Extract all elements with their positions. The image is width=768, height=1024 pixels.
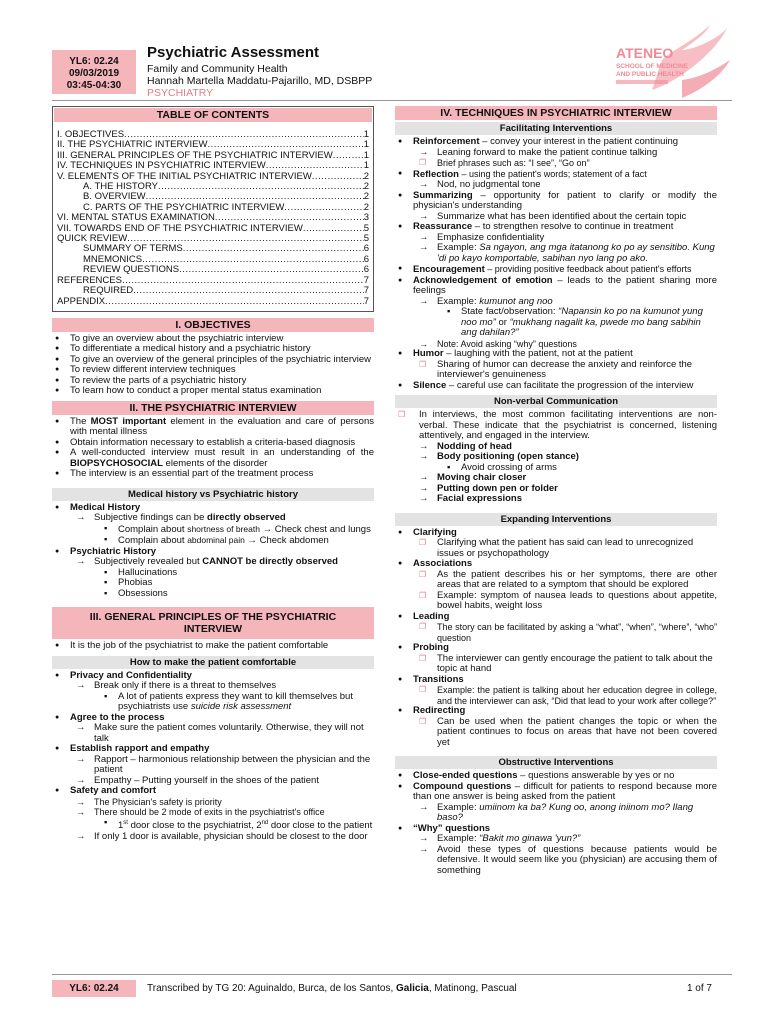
document-footer <box>52 980 732 1000</box>
toc-leader-dots <box>179 265 364 275</box>
course-name: Family and Community Health <box>147 63 288 75</box>
toc-entry[interactable] <box>57 151 369 161</box>
list-item: → Subjectively revealed but CANNOT be directly observed <box>52 557 374 568</box>
toc-entry[interactable] <box>57 297 369 307</box>
toc-entry-page: 1 <box>363 140 369 151</box>
list-item: ● Clarifying <box>395 528 717 539</box>
facilitating-list <box>395 137 717 391</box>
toc-entry-page: 5 <box>363 223 369 234</box>
list-item: ● Humor – laughing with the patient, not at the patient <box>395 349 717 360</box>
list-item: → Example: umiinom ka ba? Kung oo, anong iniinom mo? Ilang baso? <box>395 803 717 824</box>
list-item: → Break only if there is a threat to themselves <box>52 681 374 692</box>
toc-leader-dots <box>215 213 364 223</box>
toc-entry-label: REQUIRED <box>83 286 134 297</box>
list-item: ▪ Obsessions <box>52 589 374 600</box>
toc-entry-page: 1 <box>363 130 369 140</box>
toc-leader-dots <box>122 276 364 286</box>
right-column <box>395 106 717 876</box>
toc-entry-label: MNEMONICS <box>83 254 143 265</box>
list-item: ▪ 1st door close to the psychiatrist, 2nd door close to the patient <box>52 818 374 832</box>
list-item: → Nodding of head <box>395 442 717 453</box>
list-item: ❐ Example: the patient is talking about her education degree in college, and the interviewer can ask, “Did that lead to your work after college?” <box>395 685 717 706</box>
list-item: → Example: kumunot ang noo <box>395 297 717 308</box>
section-principles-header: III. GENERAL PRINCIPLES OF THE PSYCHIATRIC INTERVIEW <box>52 607 374 639</box>
list-item: → Putting down pen or folder <box>395 484 717 495</box>
table-of-contents <box>52 106 374 312</box>
subsection-header: Obstructive Interventions <box>395 756 717 769</box>
logo-line1: SCHOOL OF MEDICINE <box>616 63 689 70</box>
toc-entry[interactable] <box>57 161 369 171</box>
toc-entry[interactable] <box>57 140 369 150</box>
footer-divider <box>52 974 732 975</box>
list-item: ❐ The interviewer can gently encourage the patient to talk about the topic at hand <box>395 654 717 675</box>
toc-entry[interactable] <box>57 286 369 296</box>
list-item: ● Obtain information necessary to establish a criteria-based diagnosis <box>52 438 374 449</box>
list-item: ▪ State fact/observation: “Napansin ko po na kumunot yung noo mo” or “mukhang nagalit ka, pwede mo bang sabihin ang dahilan?” <box>395 307 717 339</box>
document-header <box>52 40 732 102</box>
list-item: → Summarize what has been identified about the certain topic <box>395 212 717 223</box>
list-item: ● Associations <box>395 559 717 570</box>
list-item: ● Reinforcement – convey your interest in the patient continuing <box>395 137 717 148</box>
list-item: ● A well-conducted interview must result in an understanding of the BIOPSYCHOSOCIAL elements of the disorder <box>52 448 374 469</box>
list-item: ▪ Complain about abdominal pain → Check abdomen <box>52 535 374 547</box>
list-item: → Emphasize confidentiality <box>395 233 717 244</box>
toc-entry-label: B. OVERVIEW <box>83 192 146 203</box>
list-item: ● The interview is an essential part of the treatment process <box>52 469 374 480</box>
yl-code: YL6: 02.24 <box>69 56 119 67</box>
subsection-header: Facilitating Interventions <box>395 122 717 135</box>
toc-entry-label: C. PARTS OF THE PSYCHIATRIC INTERVIEW <box>83 202 285 213</box>
list-item: ● Safety and comfort <box>52 786 374 797</box>
toc-entry-page: 7 <box>363 275 369 286</box>
toc-leader-dots <box>207 140 363 150</box>
toc-entry-page: 1 <box>363 150 369 161</box>
subsection-header: How to make the patient comfortable <box>52 656 374 669</box>
objective-item: ● To give an overview of the general principles of the psychiatric interview <box>52 355 374 366</box>
header-divider <box>52 100 732 101</box>
toc-entry-page: 7 <box>363 286 369 297</box>
list-item: ● The MOST important element in the evaluation and care of persons with mental illness <box>52 417 374 438</box>
toc-entry-label: V. ELEMENTS OF THE INITIAL PSYCHIATRIC INTERVIEW <box>57 171 312 182</box>
list-item: ❐ Can be used when the patient changes the topic or when the patient continues to focus on areas that have not been covered yet <box>395 717 717 749</box>
list-item: ● Summarizing – opportunity for patient to clarify or modify the physician's understanding <box>395 191 717 212</box>
subsection-header: Medical history vs Psychiatric history <box>52 488 374 501</box>
toc-entry[interactable] <box>57 265 369 275</box>
page-number: 1 of 7 <box>686 983 712 994</box>
toc-entry-label: IV. TECHNIQUES IN PSYCHIATRIC INTERVIEW <box>57 161 266 172</box>
toc-leader-dots <box>105 297 364 307</box>
toc-entry-page: 2 <box>363 192 369 203</box>
toc-leader-dots <box>266 161 364 171</box>
list-item: ● “Why” questions <box>395 824 717 835</box>
expanding-list <box>395 528 717 749</box>
toc-entry[interactable] <box>57 244 369 254</box>
list-item: → Example: Sa ngayon, ang mga itatanong ko po ay sensitibo. Kung 'di po kayo komportable, sabihan nyo lang po ako. <box>395 243 717 264</box>
toc-entry-label: APPENDIX <box>57 296 106 307</box>
list-item: → Avoid these types of questions because patients would be defensive. It would seem like you (physician) are accusing them of something <box>395 845 717 877</box>
toc-title: TABLE OF CONTENTS <box>54 108 372 122</box>
list-item: → The Physician's safety is priority <box>52 797 374 808</box>
lecture-time: 03:45-04:30 <box>66 80 122 91</box>
logo-name: ATENEO <box>616 45 674 61</box>
toc-leader-dots <box>158 182 364 192</box>
list-item: → Moving chair closer <box>395 473 717 484</box>
list-item: ● Compound questions – difficult for patients to respond because more than one answer is being asked from the patient <box>395 782 717 803</box>
toc-entry[interactable] <box>57 203 369 213</box>
toc-entry-label: III. GENERAL PRINCIPLES OF THE PSYCHIATRIC INTERVIEW <box>57 150 333 161</box>
toc-entry-page: 2 <box>363 202 369 213</box>
list-item: ● Medical History <box>52 503 374 514</box>
ateneo-logo <box>532 20 732 102</box>
list-item: ● Transitions <box>395 675 717 686</box>
objective-item: ● To review the parts of a psychiatric history <box>52 376 374 387</box>
section-objectives-header: I. OBJECTIVES <box>52 318 374 332</box>
toc-entry[interactable] <box>57 172 369 182</box>
toc-entry[interactable] <box>57 276 369 286</box>
list-item: ❐ Example: symptom of nausea leads to questions about appetite, bowel habits, weight loss <box>395 591 717 612</box>
toc-leader-dots <box>142 255 364 265</box>
list-item: ▪ Hallucinations <box>52 568 374 579</box>
toc-entry-page: 2 <box>363 171 369 182</box>
toc-leader-dots <box>127 234 364 244</box>
list-item: ● Agree to the process <box>52 713 374 724</box>
toc-entry-page: 1 <box>363 161 369 172</box>
toc-leader-dots <box>124 130 364 140</box>
toc-entry-label: VI. MENTAL STATUS EXAMINATION <box>57 213 215 224</box>
list-item: → There should be 2 mode of exits in the psychiatrist's office <box>52 807 374 818</box>
toc-entry[interactable] <box>57 255 369 265</box>
interview-list <box>52 417 374 480</box>
toc-leader-dots <box>333 151 364 161</box>
list-item: → Facial expressions <box>395 494 717 505</box>
toc-entry-page: 6 <box>363 244 369 255</box>
toc-entry-label: REVIEW QUESTIONS <box>83 265 180 276</box>
toc-list <box>57 130 369 307</box>
toc-entry-label: QUICK REVIEW <box>57 234 128 245</box>
toc-entry-page: 3 <box>363 213 369 224</box>
document-title: Psychiatric Assessment <box>147 44 320 61</box>
principles-list <box>52 641 374 652</box>
list-item: ❐ In interviews, the most common facilitating interventions are non-verbal. These indicate that the psychiatrist is concerned, listening attentively, and engaged in the interview. <box>395 410 717 442</box>
list-item: → Note: Avoid asking “why” questions <box>395 339 717 350</box>
toc-entry-page: 7 <box>363 296 369 307</box>
toc-leader-dots <box>133 286 364 296</box>
objectives-list <box>52 334 374 397</box>
list-item: ● Silence – careful use can facilitate the progression of the interview <box>395 381 717 392</box>
toc-entry-label: A. THE HISTORY <box>83 182 158 193</box>
toc-leader-dots <box>312 172 364 182</box>
list-item: ● It is the job of the psychiatrist to make the patient comfortable <box>52 641 374 652</box>
subject-name: PSYCHIATRY <box>147 87 214 99</box>
list-item: ❐ Sharing of humor can decrease the anxiety and reinforce the interviewer's genuineness <box>395 360 717 381</box>
list-item: ▪ Complain about shortness of breath → Check chest and lungs <box>52 524 374 536</box>
lecture-date: 09/03/2019 <box>68 68 120 79</box>
transcript-info-box <box>52 50 136 94</box>
toc-entry[interactable] <box>57 213 369 223</box>
toc-entry-page: 6 <box>363 265 369 276</box>
list-item: → Subjective findings can be directly observed <box>52 513 374 524</box>
toc-leader-dots <box>146 192 364 202</box>
list-item: ❐ Clarifying what the patient has said can lead to unrecognized issues or psychopathology <box>395 538 717 559</box>
list-item: ● Redirecting <box>395 706 717 717</box>
lecturer-name: Hannah Martella Maddatu-Pajarillo, MD, DSBPP <box>147 75 373 87</box>
list-item: ● Encouragement – providing positive feedback about patient's efforts <box>395 264 717 276</box>
objective-item: ● To learn how to conduct a proper mental status examination <box>52 386 374 397</box>
history-list <box>52 503 374 600</box>
objective-item: ● To differentiate a medical history and a psychiatric history <box>52 344 374 355</box>
list-item: → Rapport – harmonious relationship between the physician and the patient <box>52 755 374 776</box>
toc-entry-label: II. THE PSYCHIATRIC INTERVIEW <box>57 140 208 151</box>
list-item: → Body positioning (open stance) <box>395 452 717 463</box>
list-item: ❐ As the patient describes his or her symptoms, there are other areas that are related to a symptom that should be explored <box>395 570 717 591</box>
toc-entry[interactable] <box>57 192 369 202</box>
list-item: ● Probing <box>395 643 717 654</box>
subsection-header: Expanding Interventions <box>395 513 717 526</box>
list-item: ● Privacy and Confidentiality <box>52 671 374 682</box>
list-item: ● Establish rapport and empathy <box>52 744 374 755</box>
section-techniques-header: IV. TECHNIQUES IN PSYCHIATRIC INTERVIEW <box>395 106 717 120</box>
list-item: ● Reassurance – to strengthen resolve to continue in treatment <box>395 222 717 233</box>
section-interview-header: II. THE PSYCHIATRIC INTERVIEW <box>52 401 374 415</box>
list-item: ▪ Phobias <box>52 578 374 589</box>
list-item: → Example: “Bakit mo ginawa 'yun?” <box>395 834 717 845</box>
list-item: ● Leading <box>395 612 717 623</box>
list-item: ▪ A lot of patients express they want to kill themselves but psychiatrists use suicide risk assessment <box>52 692 374 713</box>
obstructive-list <box>395 771 717 876</box>
toc-entry-label: I. OBJECTIVES <box>57 130 125 140</box>
toc-entry-label: VII. TOWARDS END OF THE PSYCHIATRIC INTERVIEW <box>57 223 303 234</box>
toc-entry[interactable] <box>57 182 369 192</box>
toc-entry[interactable] <box>57 234 369 244</box>
toc-leader-dots <box>303 224 364 234</box>
list-item: → Empathy – Putting yourself in the shoes of the patient <box>52 776 374 787</box>
toc-leader-dots <box>284 203 363 213</box>
toc-entry-label: REFERENCES <box>57 275 122 286</box>
footer-code: YL6: 02.24 <box>52 980 136 997</box>
objective-item: ● To give an overview about the psychiatric interview <box>52 334 374 345</box>
objective-item: ● To review different interview techniques <box>52 365 374 376</box>
list-item: ● Acknowledgement of emotion – leads to the patient sharing more feelings <box>395 276 717 297</box>
toc-entry[interactable] <box>57 130 369 140</box>
list-item: ● Psychiatric History <box>52 547 374 558</box>
list-item: ● Reflection – using the patient's words; statement of a fact <box>395 169 717 181</box>
toc-entry-page: 6 <box>363 254 369 265</box>
toc-entry-page: 5 <box>363 234 369 245</box>
list-item: ❐ Brief phrases such as: “I see”, “Go on” <box>395 158 717 169</box>
footer-credit: Transcribed by TG 20: Aguinaldo, Burca, de los Santos, Galicia, Matinong, Pascual <box>147 983 517 994</box>
toc-leader-dots <box>183 244 364 254</box>
list-item: ▪ Avoid crossing of arms <box>395 463 717 474</box>
list-item: → Leaning forward to make the patient continue talking <box>395 148 717 159</box>
toc-entry-label: SUMMARY OF TERMS <box>83 244 183 255</box>
toc-entry[interactable] <box>57 224 369 234</box>
toc-entry-page: 2 <box>363 182 369 193</box>
left-column <box>52 106 374 842</box>
nonverbal-list <box>395 410 717 505</box>
list-item: → Make sure the patient comes voluntarily. Otherwise, they will not talk <box>52 723 374 744</box>
logo-line2: AND PUBLIC HEALTH <box>616 71 684 78</box>
list-item: → Nod, no judgmental tone <box>395 180 717 191</box>
list-item: ❐ The story can be facilitated by asking a “what”, “when”, “where”, “who” question <box>395 622 717 643</box>
title-block <box>147 44 372 99</box>
comfort-list <box>52 671 374 842</box>
list-item: ● Close-ended questions – questions answerable by yes or no <box>395 771 717 782</box>
list-item: → If only 1 door is available, physician should be closest to the door <box>52 832 374 843</box>
subsection-header: Non-verbal Communication <box>395 395 717 408</box>
